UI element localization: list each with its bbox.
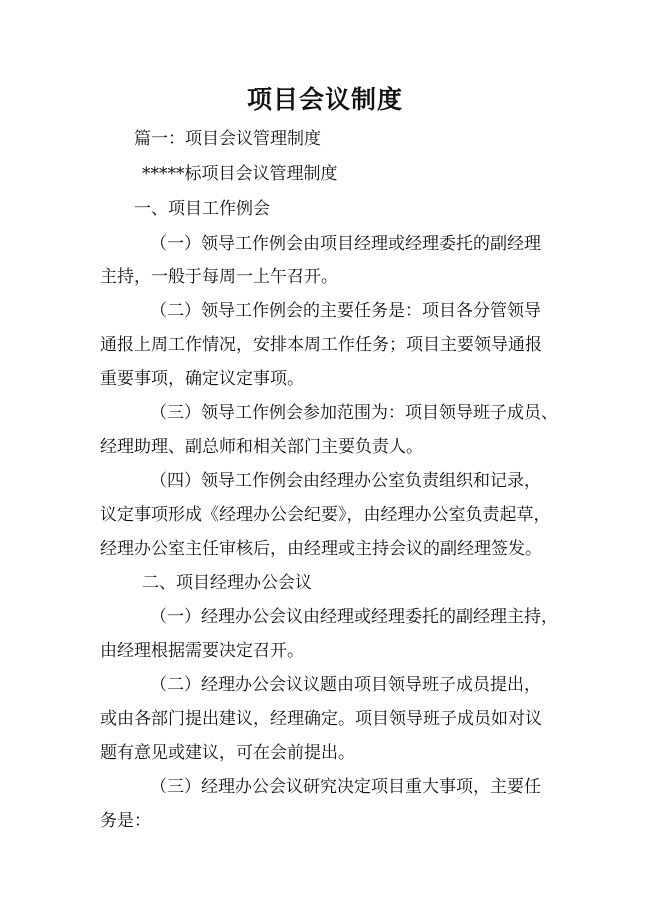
- paragraph-line: 经理助理、副总师和相关部门主要负责人。: [100, 437, 423, 457]
- paragraph-line: 经理办公室主任审核后，由经理或主持会议的副经理签发。: [100, 539, 542, 559]
- paragraph-line: 重要事项，确定议定事项。: [100, 369, 304, 389]
- paragraph-line: 题有意见或建议，可在会前提出。: [100, 743, 355, 763]
- paragraph-line: （一）领导工作例会由项目经理或经理委托的副经理: [150, 234, 541, 254]
- paragraph-line: 主持，一般于每周一上午召开。: [100, 267, 338, 287]
- paragraph-line: （一）经理办公会议由经理或经理委托的副经理主持，: [150, 607, 558, 627]
- paragraph-line: （三）经理办公会议研究决定项目重大事项，主要任: [150, 777, 541, 797]
- paragraph-line: （三）领导工作例会参加范围为：项目领导班子成员、: [150, 403, 558, 423]
- paragraph-line: （四）领导工作例会由经理办公室负责组织和记录，: [150, 471, 541, 491]
- subtitle-line: *****标项目会议管理制度: [142, 164, 338, 184]
- paragraph-line: 或由各部门提出建议，经理确定。项目领导班子成员如对议: [100, 709, 542, 729]
- paragraph-line: 议定事项形成《经理办公会纪要》，由经理办公室负责起草，: [100, 505, 551, 525]
- heading-project-work-meeting: 一、项目工作例会: [134, 199, 270, 219]
- paragraph-line: （二）经理办公会议议题由项目领导班子成员提出，: [150, 675, 541, 695]
- paragraph-line: 由经理根据需要决定召开。: [100, 641, 304, 661]
- paragraph-line: 通报上周工作情况，安排本周工作任务；项目主要领导通报: [100, 335, 542, 355]
- document-title: 项目会议制度: [246, 85, 403, 114]
- paragraph-line: （二）领导工作例会的主要任务是：项目各分管领导: [150, 301, 541, 321]
- section-heading-part1: 篇一：项目会议管理制度: [134, 129, 321, 149]
- paragraph-line: 务是：: [100, 811, 151, 831]
- heading-manager-office-meeting: 二、项目经理办公会议: [142, 573, 312, 593]
